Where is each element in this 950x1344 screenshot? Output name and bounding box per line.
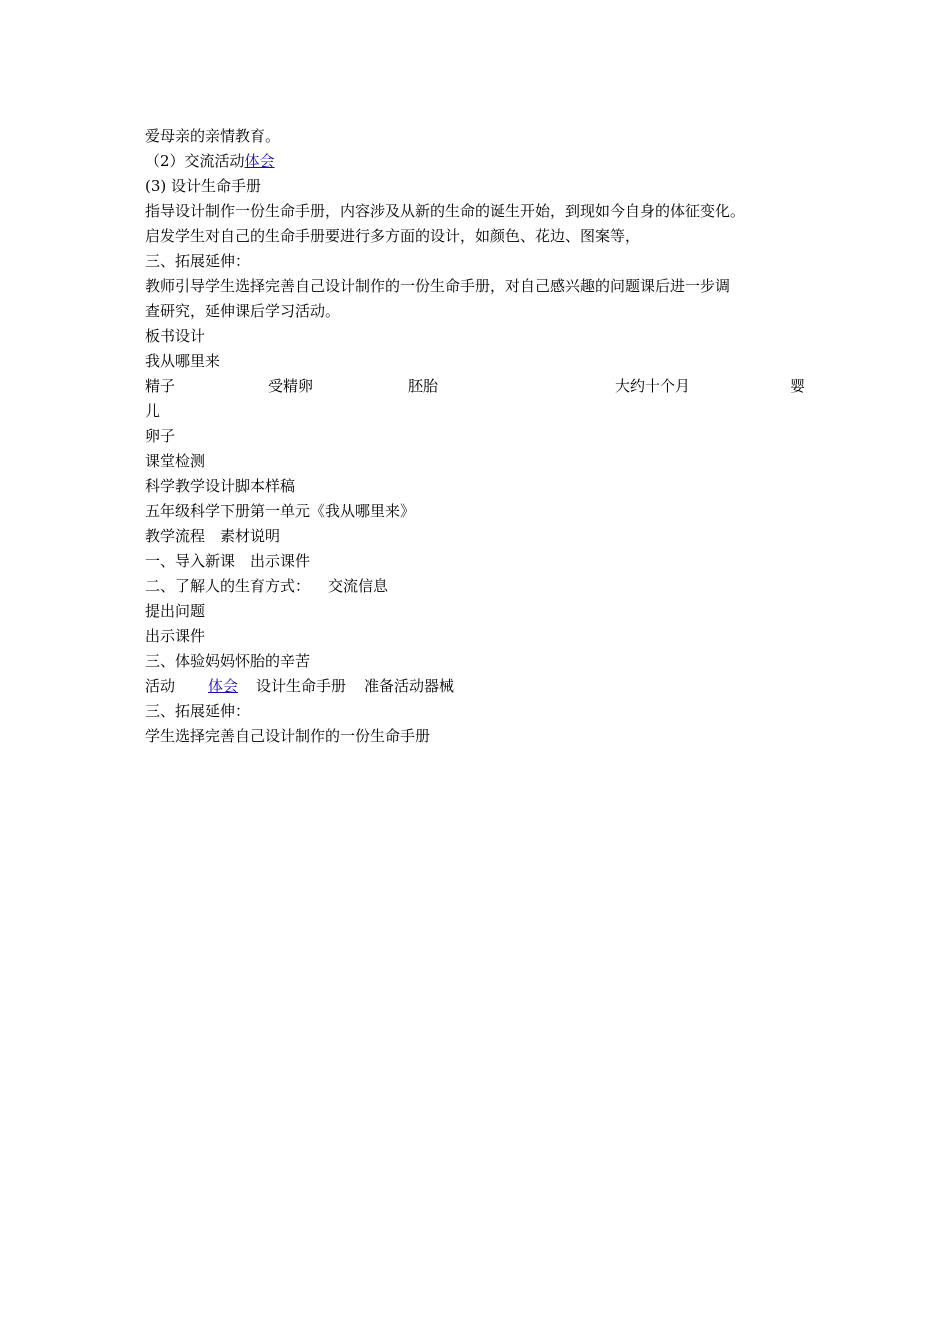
- paragraph-line: 五年级科学下册第一单元《我从哪里来》: [145, 502, 416, 520]
- paragraph-line: 卵子: [145, 427, 176, 445]
- paragraph-line: 启发学生对自己的生命手册要进行多方面的设计，如颜色、花边、图案等，: [145, 227, 641, 245]
- flow-item: 胚胎: [408, 377, 439, 395]
- paragraph-line: 出示课件: [145, 627, 206, 645]
- flow-item: 受精卵: [268, 377, 314, 395]
- line-text: 设计生命手册: [256, 677, 347, 695]
- paragraph-line: [145, 549, 807, 574]
- paragraph-line: 三、体验妈妈怀胎的辛苦: [145, 652, 311, 670]
- hyperlink-tihui[interactable]: 体会: [244, 152, 275, 170]
- board-flow-row: [145, 374, 807, 399]
- section-heading: 板书设计: [145, 327, 206, 345]
- line-text: 教学流程: [145, 527, 206, 545]
- flow-item: 大约十个月: [615, 377, 691, 395]
- flow-item: 婴: [790, 377, 806, 395]
- line-text: （2）交流活动: [145, 152, 245, 170]
- line-text: 交流信息: [328, 577, 389, 595]
- paragraph-line: 提出问题: [145, 602, 206, 620]
- paragraph-line: 科学教学设计脚本样稿: [145, 477, 296, 495]
- line-text: 素材说明: [220, 527, 281, 545]
- paragraph-line: 爱母亲的亲情教育。: [145, 127, 281, 145]
- section-heading: 课堂检测: [145, 452, 206, 470]
- paragraph-line: [145, 524, 807, 549]
- line-text: 活动: [145, 677, 176, 695]
- paragraph-line: 查研究，延伸课后学习活动。: [145, 302, 341, 320]
- line-text: 一、导入新课: [145, 552, 236, 570]
- section-heading: 三、拓展延伸：: [145, 252, 251, 270]
- line-text: 出示课件: [250, 552, 311, 570]
- document-body: [145, 124, 807, 749]
- board-title: 我从哪里来: [145, 352, 221, 370]
- line-text: 准备活动器械: [364, 677, 455, 695]
- flow-item: 精子: [145, 377, 176, 395]
- paragraph-line: [145, 149, 807, 174]
- paragraph-line: 指导设计制作一份生命手册，内容涉及从新的生命的诞生开始，到现如今自身的体征变化。: [145, 202, 746, 220]
- line-text: 二、了解人的生育方式：: [145, 577, 311, 595]
- section-heading: 三、拓展延伸：: [145, 702, 251, 720]
- paragraph-line: 学生选择完善自己设计制作的一份生命手册: [145, 727, 431, 745]
- paragraph-line: (3) 设计生命手册: [145, 177, 262, 195]
- paragraph-line: 儿: [145, 402, 161, 420]
- paragraph-line: [145, 574, 807, 599]
- hyperlink-tihui[interactable]: 体会: [208, 677, 239, 695]
- paragraph-line: 教师引导学生选择完善自己设计制作的一份生命手册，对自己感兴趣的问题课后进一步调: [145, 277, 731, 295]
- paragraph-line: [145, 674, 807, 699]
